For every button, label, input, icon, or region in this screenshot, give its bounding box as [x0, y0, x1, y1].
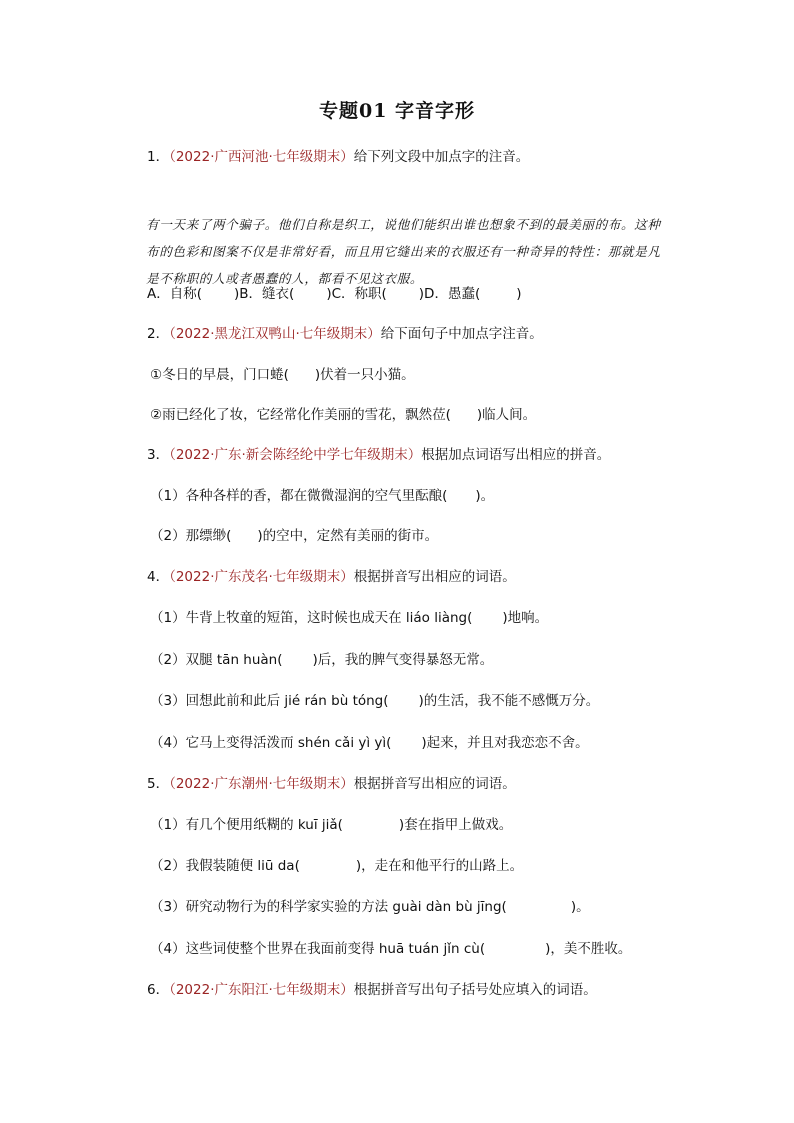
item-text: （2）双腿 tān huàn( — [150, 652, 283, 668]
option-b: )B．缝衣( — [234, 286, 295, 302]
question-4-source: （2022·广东茂名·七年级期末） — [169, 569, 354, 585]
item-text: （1）各种各样的香，都在微微湿润的空气里酝酿( — [150, 488, 448, 504]
question-3-number: 3． — [147, 447, 170, 463]
option-a: A．自称( — [147, 286, 203, 302]
item-text-end: )的空中，定然有美丽的街市。 — [257, 528, 439, 544]
item-text-end: )。 — [475, 488, 495, 504]
question-2-instruction: 给下面句子中加点字注音。 — [380, 326, 543, 342]
item-text: （3）回想此前和此后 jié rán bù tóng( — [150, 693, 389, 709]
question-2-number: 2． — [147, 326, 170, 342]
question-5-source: （2022·广东潮州·七年级期末） — [169, 776, 354, 792]
question-5-item-3 — [150, 897, 590, 917]
question-6-source: （2022·广东阳江·七年级期末） — [169, 982, 354, 998]
question-2-header — [147, 324, 543, 344]
question-1-number: 1． — [147, 149, 170, 165]
question-4-number: 4． — [147, 569, 170, 585]
item-text-end: )临人间。 — [476, 407, 537, 423]
question-5-number: 5． — [147, 776, 170, 792]
question-3-item-1 — [150, 486, 494, 506]
item-text-end: )起来，并且对我恋恋不舍。 — [421, 735, 589, 751]
question-2-item-2 — [150, 405, 536, 425]
item-text: （1）牛背上牧童的短笛，这时候也成天在 liáo liàng( — [150, 610, 473, 626]
option-d: )D．愚蠢( — [418, 286, 481, 302]
question-1-source: （2022·广西河池·七年级期末） — [169, 149, 354, 165]
item-text-end: )伏着一只小猫。 — [314, 367, 415, 383]
option-c: )C．称职( — [326, 286, 387, 302]
item-text: （2）我假装随便 liū da( — [150, 858, 300, 874]
question-1-header — [147, 147, 529, 167]
question-6-number: 6． — [147, 982, 170, 998]
question-5-instruction: 根据拼音写出相应的词语。 — [353, 776, 516, 792]
question-5-item-4 — [150, 939, 631, 959]
item-text: ②雨已经化了妆，它经常化作美丽的雪花，飘然莅( — [150, 407, 451, 423]
question-2-source: （2022·黑龙江双鸭山·七年级期末） — [169, 326, 381, 342]
question-1-passage: 有一天来了两个骗子。他们自称是织工，说他们能织出谁也想象不到的最美丽的布。这种布的色彩和图案不仅是非常好看，而且用它缝出来的衣服还有一种奇异的特性：那就是凡是不称职的人或者愚蠢的人，都看不见这衣服。 — [146, 217, 661, 286]
item-text-end: )地响。 — [502, 610, 549, 626]
question-4-item-2 — [150, 650, 493, 670]
item-text: （1）有几个便用纸糊的 kuī jiǎ( — [150, 817, 343, 833]
item-text-end: )套在指甲上做戏。 — [398, 817, 513, 833]
item-text: ①冬日的早晨，门口蜷( — [150, 367, 289, 383]
question-2-item-1 — [150, 365, 415, 385]
question-4-item-3 — [150, 691, 599, 711]
question-4-item-4 — [150, 733, 589, 753]
question-5-header — [147, 774, 516, 794]
question-5-item-2 — [150, 856, 523, 876]
item-text-end: )，美不胜收。 — [545, 941, 632, 957]
page-title: 专题01 字音字形 — [318, 100, 476, 122]
question-1-instruction: 给下列文段中加点字的注音。 — [353, 149, 530, 165]
option-end: ) — [516, 286, 522, 302]
item-text-end: )，走在和他平行的山路上。 — [355, 858, 524, 874]
item-text: （4）它马上变得活泼而 shén cǎi yì yì( — [150, 735, 392, 751]
item-text-end: )后，我的脾气变得暴怒无常。 — [312, 652, 494, 668]
question-3-header — [147, 445, 610, 465]
item-text-end: )的生活，我不能不感慨万分。 — [418, 693, 600, 709]
question-1-options — [147, 284, 522, 304]
item-text: （3）研究动物行为的科学家实验的方法 guài dàn bù jīng( — [150, 899, 507, 915]
item-text: （2）那缥缈( — [150, 528, 232, 544]
question-5-item-1 — [150, 815, 512, 835]
question-4-instruction: 根据拼音写出相应的词语。 — [353, 569, 516, 585]
question-6-instruction: 根据拼音写出句子括号处应填入的词语。 — [353, 982, 597, 998]
question-3-instruction: 根据加点词语写出相应的拼音。 — [421, 447, 611, 463]
question-3-item-2 — [150, 526, 438, 546]
item-text-end: )。 — [570, 899, 590, 915]
question-4-item-1 — [150, 608, 548, 628]
question-6-header — [147, 980, 597, 1000]
question-3-source: （2022·广东·新会陈经纶中学七年级期末） — [169, 447, 422, 463]
question-4-header — [147, 567, 516, 587]
item-text: （4）这些词使整个世界在我面前变得 huā tuán jǐn cù( — [150, 941, 486, 957]
